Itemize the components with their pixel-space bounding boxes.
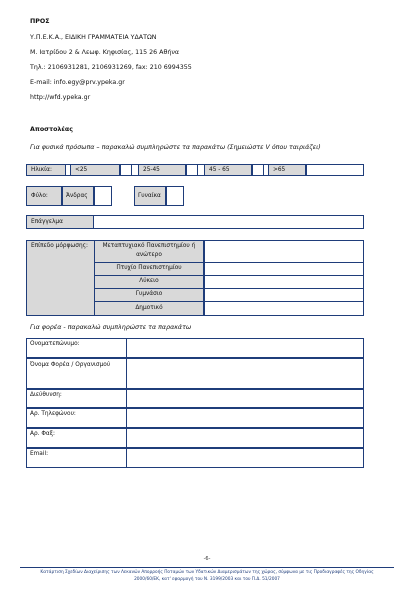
org-field-phone: Αρ. Τηλεφώνου: — [30, 411, 76, 417]
recipient-web[interactable]: http://wfd.ypeka.gr — [30, 94, 91, 101]
education-level-1: Μεταπτυχιακό Πανεπιστημίου ή ανώτερο — [102, 243, 196, 258]
age-checkbox-4[interactable] — [306, 164, 364, 176]
recipient-email[interactable]: E-mail: info.egy@prv.ypeka.gr — [30, 79, 125, 86]
org-organization-input[interactable] — [128, 359, 362, 387]
org-field-address: Διεύθυνση: — [30, 392, 62, 398]
education-level-4: Γυμνάσιο — [135, 291, 163, 297]
gender-female-checkbox[interactable] — [166, 186, 184, 206]
gender-label: Φύλο: — [31, 193, 48, 199]
org-fax-input[interactable] — [128, 429, 362, 446]
org-name-input[interactable] — [128, 339, 362, 356]
education-checkbox-4[interactable] — [206, 289, 362, 300]
age-option-2: 25-45 — [138, 164, 186, 176]
age-checkbox-3[interactable] — [252, 164, 264, 176]
gender-label-cell — [26, 186, 62, 206]
org-field-email: Email: — [30, 451, 49, 457]
org-email-input[interactable] — [128, 449, 362, 467]
org-phone-input[interactable] — [128, 409, 362, 426]
footer-line-1: Κατάρτιση Σχεδίων Διαχείρισης των Λεκανών Απορροής Ποταμών των Υδατικών Διαμερισμάτων της χώρας, σύμφωνα με τις Προδιαγραφές της Οδηγίας — [40, 570, 374, 575]
education-checkbox-1[interactable] — [206, 241, 362, 261]
org-field-name: Ονοματεπώνυμο: — [30, 341, 80, 347]
education-level-3: Λύκειο — [139, 278, 159, 284]
gender-male-label: Άνδρας — [66, 193, 88, 199]
age-label-cell — [26, 164, 66, 176]
organization-intro: Για φορέα - παρακαλώ συμπληρώστε τα παρακάτω — [30, 324, 192, 331]
age-option-4: >65 — [268, 164, 306, 176]
age-checkbox-1[interactable] — [120, 164, 132, 176]
gender-female-label: Γυναίκα — [138, 193, 161, 199]
gender-male-cell — [62, 186, 94, 206]
page-number: -6- — [203, 556, 211, 562]
age-option-3: 45 - 65 — [204, 164, 252, 176]
recipient-address: Μ. Ιατρίδου 2 & Λεωφ. Κηφισίας, 115 26 Αθήνα — [30, 49, 180, 56]
footer-line-2: 2000/60/ΕΚ, κατ' εφαρμογή του Ν. 3199/2003 και του Π.Δ. 51/2007 — [134, 577, 280, 582]
education-label: Επίπεδο μόρφωσης: — [31, 243, 88, 249]
gender-female-cell — [134, 186, 166, 206]
gender-male-checkbox[interactable] — [94, 186, 112, 206]
education-checkbox-5[interactable] — [206, 302, 362, 315]
age-checkbox-2[interactable] — [186, 164, 198, 176]
age-option-1: <25 — [70, 164, 120, 176]
education-checkbox-3[interactable] — [206, 276, 362, 287]
profession-label-cell — [26, 215, 94, 229]
recipient-org: Υ.Π.Ε.Κ.Α., ΕΙΔΙΚΗ ΓΡΑΜΜΑΤΕΙΑ ΥΔΑΤΩΝ — [30, 34, 157, 41]
education-level-2: Πτυχίο Πανεπιστημίου — [116, 265, 182, 271]
education-level-5: Δημοτικό — [135, 305, 163, 311]
sender-heading: Αποστολέας — [30, 126, 73, 133]
footer-divider — [20, 567, 394, 568]
org-address-input[interactable] — [128, 390, 362, 406]
org-field-fax: Αρ. Φαξ: — [30, 431, 55, 437]
natural-person-intro: Για φυσικά πρόσωπα – παρακαλώ συμπληρώστε τα παρακάτω (Σημειώστε V όπου ταιριάζει) — [30, 144, 321, 151]
education-checkbox-2[interactable] — [206, 263, 362, 274]
recipient-heading: ΠΡΟΣ — [30, 18, 50, 25]
recipient-phone: Τηλ.: 2106931281, 2106931269, fax: 210 6994355 — [30, 64, 192, 71]
age-label: Ηλικία: — [31, 167, 52, 173]
org-field-organization: Όνομα Φορέα / Οργανισμού — [30, 362, 111, 368]
profession-label: Επάγγελμα — [31, 219, 63, 225]
